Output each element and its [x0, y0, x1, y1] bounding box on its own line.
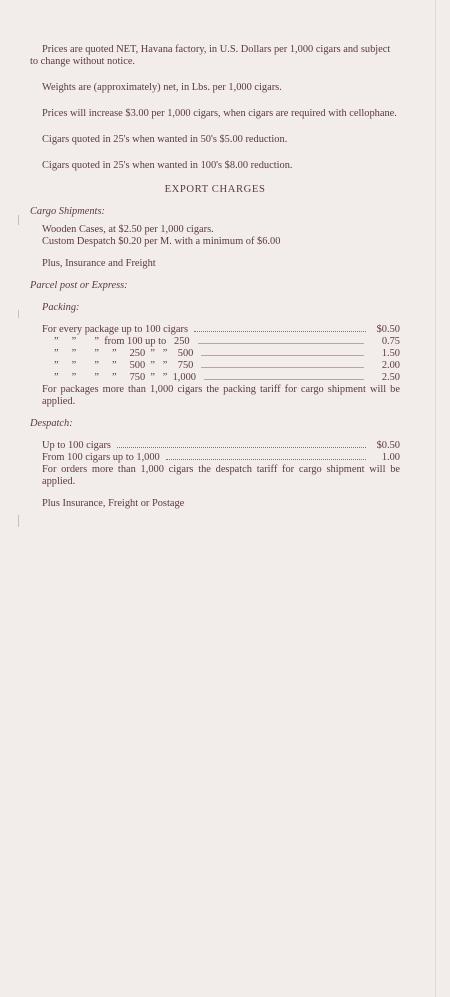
packing-row-amount: 0.75	[381, 336, 400, 347]
packing-row-label: ” ” ” ” 500 ” ” 750	[54, 360, 194, 371]
cargo-heading: Cargo Shipments:	[30, 206, 105, 217]
export-charges-title: EXPORT CHARGES	[164, 184, 266, 195]
note-weights: Weights are (approximately) net, in Lbs. per 1,000 cigars.	[42, 82, 282, 93]
despatch-note: For orders more than 1,000 cigars the despatch tariff for cargo shipment will be applied.	[42, 464, 400, 487]
despatch-row	[30, 440, 400, 452]
leader-line	[201, 367, 364, 368]
note-net-prices: Prices are quoted NET, Havana factory, in U.S. Dollars per 1,000 cigars and subject to change without notice.	[30, 44, 391, 67]
despatch-plus: Plus Insurance, Freight or Postage	[42, 498, 185, 509]
despatch-row-amount: $0.50	[376, 440, 400, 451]
despatch-row	[30, 452, 400, 464]
packing-row-amount: $0.50	[376, 324, 400, 335]
despatch-row-label: From 100 cigars up to 1,000	[42, 452, 160, 463]
leader-line	[204, 379, 364, 380]
despatch-table	[30, 440, 400, 464]
packing-row-label: For every package up to 100 cigars	[42, 324, 188, 335]
margin-mark	[18, 215, 19, 225]
leader-dots	[194, 331, 366, 332]
packing-row-label: ” ” ” ” 750 ” ” 1,000	[54, 372, 196, 383]
packing-note: For packages more than 1,000 cigars the packing tariff for cargo shipment will be applied.	[42, 384, 400, 407]
packing-heading: Packing:	[42, 302, 80, 313]
despatch-row-label: Up to 100 cigars	[42, 440, 111, 451]
page-edge	[435, 0, 436, 997]
despatch-row-amount: 1.00	[381, 452, 400, 463]
leader-line	[201, 355, 364, 356]
despatch-heading: Despatch:	[30, 418, 73, 429]
packing-row-amount: 1.50	[381, 348, 400, 359]
packing-row-amount: 2.00	[381, 360, 400, 371]
packing-row-label: ” ” ” ” 250 ” ” 500	[54, 348, 194, 359]
margin-mark	[18, 515, 19, 527]
leader-dots	[166, 459, 366, 460]
packing-row	[30, 324, 400, 336]
leader-dots	[117, 447, 366, 448]
note-hundreds-reduction: Cigars quoted in 25's when wanted in 100's $8.00 reduction.	[42, 160, 293, 171]
document-body	[30, 44, 400, 510]
packing-row	[30, 348, 400, 360]
packing-row	[30, 360, 400, 372]
parcel-heading: Parcel post or Express:	[30, 280, 128, 291]
note-fifties-reduction: Cigars quoted in 25's when wanted in 50's $5.00 reduction.	[42, 134, 288, 145]
packing-row-label: ” ” ” from 100 up to 250	[54, 336, 190, 347]
cargo-custom-despatch: Custom Despatch $0.20 per M. with a minimum of $6.00	[42, 236, 281, 247]
cargo-wooden-cases: Wooden Cases, at $2.50 per 1,000 cigars.	[42, 224, 214, 235]
leader-line	[198, 343, 364, 344]
packing-row-amount: 2.50	[381, 372, 400, 383]
note-cellophane: Prices will increase $3.00 per 1,000 cigars, when cigars are required with cellophane.	[42, 108, 397, 119]
margin-mark	[18, 310, 19, 318]
packing-table	[30, 324, 400, 384]
packing-row	[30, 372, 400, 384]
cargo-plus: Plus, Insurance and Freight	[42, 258, 156, 269]
packing-row	[30, 336, 400, 348]
